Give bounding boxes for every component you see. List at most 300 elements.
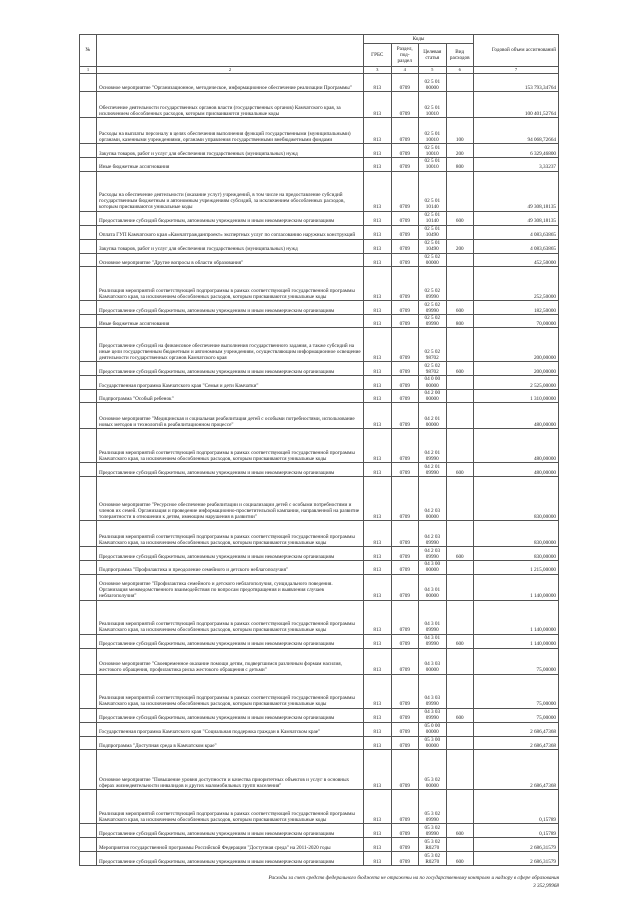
row-number-cell bbox=[80, 722, 97, 736]
table-row bbox=[80, 634, 559, 648]
row-number-cell bbox=[80, 547, 97, 561]
row-article-cell: 02 5 01 10010 bbox=[419, 92, 447, 118]
row-name-cell: Основное мероприятие "Ресурсное обеспечение реабилитации и социализации детей с особыми потребностями и членов их семей. Организация и проведение информационно-просветительской кампании, направленной на развитие толерантности в отношении к детям, имеющим нарушения в развитии" bbox=[97, 477, 364, 521]
row-section-cell: 0709 bbox=[391, 92, 419, 118]
row-section-cell: 0709 bbox=[391, 634, 419, 648]
row-section-cell: 0709 bbox=[391, 225, 419, 239]
row-type-cell bbox=[446, 477, 474, 521]
row-sum-cell: 3,33237 bbox=[474, 158, 559, 171]
row-article-cell: 02 5 01 10010 bbox=[419, 144, 447, 158]
row-section-cell: 0709 bbox=[391, 477, 419, 521]
row-grbs-cell: 813 bbox=[364, 144, 392, 158]
row-name-cell: Предоставление субсидий бюджетным, автономным учреждениям и иным некоммерческим организациям bbox=[97, 634, 364, 648]
table-row bbox=[80, 574, 559, 600]
row-article-cell: 02 5 02 09990 bbox=[419, 301, 447, 315]
row-number-cell bbox=[80, 648, 97, 674]
table-row bbox=[80, 118, 559, 144]
row-name-cell: Реализация мероприятий соответствующей подпрограммы в рамках соответствующей государственной программы Камчатского края, за исключением обособленных расходов, которым присваиваются уникальные коды bbox=[97, 600, 364, 634]
row-grbs-cell: 813 bbox=[364, 403, 392, 429]
row-name-cell: Предоставление субсидий на финансовое обеспечение выполнения государственного задания, а также субсидий на иные цели государственным бюджетным и автономным учреждениям, осуществляющим информационное освещение деятельности государственных органов Камчатского края bbox=[97, 328, 364, 362]
row-type-cell: 100 bbox=[446, 118, 474, 144]
row-section-cell: 0709 bbox=[391, 74, 419, 92]
row-name-cell: Предоставление субсидий бюджетным, автономным учреждениям и иным некоммерческим организациям bbox=[97, 211, 364, 225]
row-article-cell: 04 3 00 00000 bbox=[419, 561, 447, 574]
row-number-cell bbox=[80, 463, 97, 477]
table-row bbox=[80, 477, 559, 521]
row-name-cell: Реализация мероприятий соответствующей подпрограммы в рамках соответствующей государственной программы Камчатского края, за исключением обособленных расходов, которым присваиваются уникальные коды bbox=[97, 790, 364, 824]
row-sum-cell: 100 401,52764 bbox=[474, 92, 559, 118]
row-name-cell: Основное мероприятие "Организационное, методическое, информационное обеспечение реализации Программы" bbox=[97, 74, 364, 92]
row-name-cell: Предоставление субсидий бюджетным, автономным учреждениям и иным некоммерческим организациям bbox=[97, 463, 364, 477]
row-number-cell bbox=[80, 362, 97, 376]
row-sum-cell: 182,50000 bbox=[474, 301, 559, 315]
table-row bbox=[80, 376, 559, 389]
row-grbs-cell: 813 bbox=[364, 574, 392, 600]
row-section-cell: 0709 bbox=[391, 648, 419, 674]
row-name-cell: Основное мероприятие "Медицинская и социальная реабилитация детей с особыми потребностями, использование новых методов и технологий в реабилитационном процессе" bbox=[97, 403, 364, 429]
table-row bbox=[80, 239, 559, 253]
row-grbs-cell: 813 bbox=[364, 362, 392, 376]
table-row bbox=[80, 750, 559, 790]
row-number-cell bbox=[80, 429, 97, 463]
row-sum-cell: 49 308,18135 bbox=[474, 211, 559, 225]
table-row bbox=[80, 301, 559, 315]
row-grbs-cell: 813 bbox=[364, 118, 392, 144]
row-article-cell: 05 3 02 R0270 bbox=[419, 852, 447, 866]
row-number-cell bbox=[80, 600, 97, 634]
row-grbs-cell: 813 bbox=[364, 561, 392, 574]
row-article-cell: 02 5 01 10140 bbox=[419, 211, 447, 225]
row-sum-cell: 153 793,34764 bbox=[474, 74, 559, 92]
row-name-cell: Предоставление субсидий бюджетным, автономным учреждениям и иным некоммерческим организациям bbox=[97, 708, 364, 722]
row-sum-cell: 830,00000 bbox=[474, 547, 559, 561]
row-article-cell: 04 2 01 09990 bbox=[419, 429, 447, 463]
row-sum-cell: 70,00000 bbox=[474, 315, 559, 328]
table-row bbox=[80, 211, 559, 225]
row-type-cell bbox=[446, 600, 474, 634]
footnote-total: 3 352,99968 bbox=[533, 883, 559, 889]
row-type-cell: 800 bbox=[446, 315, 474, 328]
row-name-cell: Предоставление субсидий бюджетным, автономным учреждениям и иным некоммерческим организациям bbox=[97, 547, 364, 561]
row-grbs-cell: 813 bbox=[364, 547, 392, 561]
row-section-cell: 0709 bbox=[391, 824, 419, 838]
row-grbs-cell: 813 bbox=[364, 315, 392, 328]
row-name-cell: Реализация мероприятий соответствующей подпрограммы в рамках соответствующей государственной программы Камчатского края, за исключением обособленных расходов, которым присваиваются уникальные коды bbox=[97, 521, 364, 547]
row-article-cell: 05 3 02 09990 bbox=[419, 824, 447, 838]
row-sum-cell: 1 140,00000 bbox=[474, 600, 559, 634]
row-name-cell: Подпрограмма "Профилактика и преодоление семейного и детского неблагополучия" bbox=[97, 561, 364, 574]
row-name-cell: Основное мероприятие "Своевременное оказание помощи детям, подвергшимся различным формам насилия, жестокого обращения, профилактика риска жестокого обращения с детьми" bbox=[97, 648, 364, 674]
row-type-cell bbox=[446, 790, 474, 824]
row-grbs-cell: 813 bbox=[364, 376, 392, 389]
row-name-cell: Иные бюджетные ассигнования bbox=[97, 158, 364, 171]
row-number-cell bbox=[80, 158, 97, 171]
table-row bbox=[80, 267, 559, 301]
row-number-cell bbox=[80, 74, 97, 92]
row-grbs-cell: 813 bbox=[364, 648, 392, 674]
row-article-cell: 05 3 02 09990 bbox=[419, 790, 447, 824]
col-index: 2 bbox=[97, 67, 364, 74]
row-type-cell bbox=[446, 561, 474, 574]
row-sum-cell: 6 329,46800 bbox=[474, 144, 559, 158]
row-article-cell: 02 5 01 00000 bbox=[419, 74, 447, 92]
row-name-cell: Основное мероприятие "Повышение уровня доступности и качества приоритетных объектов и услуг в основных сферах жизнедеятельности инвалидов и других маломобильных групп населения" bbox=[97, 750, 364, 790]
row-section-cell: 0709 bbox=[391, 301, 419, 315]
row-sum-cell: 1 215,00000 bbox=[474, 561, 559, 574]
row-sum-cell: 0,15789 bbox=[474, 790, 559, 824]
row-name-cell: Закупка товаров, работ и услуг для обеспечения государственных (муниципальных) нужд bbox=[97, 144, 364, 158]
row-article-cell: 04 3 03 09990 bbox=[419, 674, 447, 708]
row-sum-cell: 2 686,31579 bbox=[474, 852, 559, 866]
row-grbs-cell: 813 bbox=[364, 674, 392, 708]
row-sum-cell: 200,00000 bbox=[474, 328, 559, 362]
row-type-cell bbox=[446, 171, 474, 211]
row-grbs-cell: 813 bbox=[364, 463, 392, 477]
row-name-cell: Предоставление субсидий бюджетным, автономным учреждениям и иным некоммерческим организациям bbox=[97, 301, 364, 315]
row-name-cell: Мероприятия государственной программы Российской Федерации "Доступная среда" на 2011-2020 годы bbox=[97, 838, 364, 852]
row-article-cell: 02 5 02 98702 bbox=[419, 362, 447, 376]
row-type-cell: 600 bbox=[446, 301, 474, 315]
row-article-cell: 05 3 02 R0270 bbox=[419, 838, 447, 852]
row-name-cell: Подпрограмма "Особый ребенок" bbox=[97, 389, 364, 402]
row-type-cell: 600 bbox=[446, 852, 474, 866]
table-row bbox=[80, 838, 559, 852]
row-type-cell bbox=[446, 674, 474, 708]
row-name-cell: Реализация мероприятий соответствующей подпрограммы в рамках соответствующей государственной программы Камчатского края, за исключением обособленных расходов, которым присваиваются уникальные коды bbox=[97, 267, 364, 301]
row-grbs-cell: 813 bbox=[364, 267, 392, 301]
row-grbs-cell: 813 bbox=[364, 824, 392, 838]
row-number-cell bbox=[80, 852, 97, 866]
row-grbs-cell: 813 bbox=[364, 429, 392, 463]
row-article-cell: 02 5 02 09990 bbox=[419, 315, 447, 328]
row-type-cell: 600 bbox=[446, 547, 474, 561]
row-article-cell: 04 2 01 00000 bbox=[419, 403, 447, 429]
row-section-cell: 0709 bbox=[391, 211, 419, 225]
row-grbs-cell: 813 bbox=[364, 328, 392, 362]
row-sum-cell: 94 068,72664 bbox=[474, 118, 559, 144]
row-type-cell bbox=[446, 648, 474, 674]
row-number-cell bbox=[80, 750, 97, 790]
table-row bbox=[80, 722, 559, 736]
row-type-cell: 200 bbox=[446, 239, 474, 253]
row-number-cell bbox=[80, 389, 97, 402]
row-section-cell: 0709 bbox=[391, 750, 419, 790]
table-row bbox=[80, 225, 559, 239]
row-grbs-cell: 813 bbox=[364, 211, 392, 225]
row-grbs-cell: 813 bbox=[364, 838, 392, 852]
row-section-cell: 0709 bbox=[391, 253, 419, 266]
row-sum-cell: 1 140,00000 bbox=[474, 634, 559, 648]
row-type-cell: 800 bbox=[446, 158, 474, 171]
row-number-cell bbox=[80, 301, 97, 315]
row-type-cell: 600 bbox=[446, 824, 474, 838]
row-sum-cell: 49 308,18135 bbox=[474, 171, 559, 211]
row-name-cell: Закупка товаров, работ и услуг для обеспечения государственных (муниципальных) нужд bbox=[97, 239, 364, 253]
table-row bbox=[80, 708, 559, 722]
row-sum-cell: 0,15789 bbox=[474, 824, 559, 838]
row-sum-cell: 75,00000 bbox=[474, 648, 559, 674]
row-section-cell: 0709 bbox=[391, 561, 419, 574]
row-type-cell bbox=[446, 521, 474, 547]
row-grbs-cell: 813 bbox=[364, 600, 392, 634]
row-number-cell bbox=[80, 328, 97, 362]
row-section-cell: 0709 bbox=[391, 790, 419, 824]
row-article-cell: 02 5 01 10010 bbox=[419, 158, 447, 171]
row-grbs-cell: 813 bbox=[364, 253, 392, 266]
col-index: 1 bbox=[80, 67, 97, 74]
row-sum-cell: 480,00000 bbox=[474, 463, 559, 477]
row-name-cell: Расходы на обеспечение деятельности (оказание услуг) учреждений, в том числе на предоставление субсидий государственным бюджетным и автономным учреждениям субсидий, за исключением обособленных расходов, которым присваиваются уникальные коды bbox=[97, 171, 364, 211]
row-article-cell: 04 2 03 00000 bbox=[419, 477, 447, 521]
row-name-cell: Предоставление субсидий бюджетным, автономным учреждениям и иным некоммерческим организациям bbox=[97, 852, 364, 866]
row-type-cell bbox=[446, 267, 474, 301]
row-number-cell bbox=[80, 267, 97, 301]
row-number-cell bbox=[80, 376, 97, 389]
row-grbs-cell: 813 bbox=[364, 852, 392, 866]
row-name-cell: Реализация мероприятий соответствующей подпрограммы в рамках соответствующей государственной программы Камчатского края, за исключением обособленных расходов, которым присваиваются уникальные коды bbox=[97, 429, 364, 463]
row-section-cell: 0709 bbox=[391, 463, 419, 477]
row-grbs-cell: 813 bbox=[364, 790, 392, 824]
col-index: 3 bbox=[364, 67, 392, 74]
table-row bbox=[80, 403, 559, 429]
row-type-cell bbox=[446, 736, 474, 749]
row-section-cell: 0709 bbox=[391, 838, 419, 852]
row-grbs-cell: 813 bbox=[364, 736, 392, 749]
row-section-cell: 0709 bbox=[391, 315, 419, 328]
row-number-cell bbox=[80, 824, 97, 838]
row-sum-cell: 480,00000 bbox=[474, 403, 559, 429]
grbs-header: ГРБС bbox=[364, 44, 392, 67]
table-body bbox=[80, 74, 559, 866]
row-type-cell: 600 bbox=[446, 634, 474, 648]
row-article-cell: 05 3 02 00000 bbox=[419, 750, 447, 790]
sum-header: Годовой объем ассигнований bbox=[474, 35, 559, 67]
row-type-cell bbox=[446, 429, 474, 463]
table-row bbox=[80, 429, 559, 463]
table-row bbox=[80, 389, 559, 402]
col-index: 5 bbox=[419, 67, 447, 74]
row-section-cell: 0709 bbox=[391, 389, 419, 402]
row-section-cell: 0709 bbox=[391, 328, 419, 362]
row-number-cell bbox=[80, 315, 97, 328]
row-article-cell: 04 3 01 09990 bbox=[419, 634, 447, 648]
article-header: Целевая статья bbox=[419, 44, 447, 67]
row-sum-cell: 4 083,63865 bbox=[474, 239, 559, 253]
row-number-cell bbox=[80, 118, 97, 144]
row-article-cell: 04 3 01 09990 bbox=[419, 600, 447, 634]
row-grbs-cell: 813 bbox=[364, 92, 392, 118]
row-grbs-cell: 813 bbox=[364, 477, 392, 521]
row-article-cell: 02 5 01 10010 bbox=[419, 118, 447, 144]
row-grbs-cell: 813 bbox=[364, 74, 392, 92]
row-sum-cell: 2 686,47368 bbox=[474, 736, 559, 749]
row-type-cell bbox=[446, 403, 474, 429]
row-section-cell: 0709 bbox=[391, 171, 419, 211]
section-header: Раздел, под-раздел bbox=[391, 44, 419, 67]
row-grbs-cell: 813 bbox=[364, 301, 392, 315]
table-row bbox=[80, 674, 559, 708]
row-article-cell: 04 2 01 09990 bbox=[419, 463, 447, 477]
row-name-cell: Государственная программа Камчатского края "Социальная поддержка граждан в Камчатском крае" bbox=[97, 722, 364, 736]
row-grbs-cell: 813 bbox=[364, 225, 392, 239]
row-sum-cell: 830,00000 bbox=[474, 477, 559, 521]
row-grbs-cell: 813 bbox=[364, 708, 392, 722]
row-type-cell bbox=[446, 253, 474, 266]
row-type-cell: 600 bbox=[446, 463, 474, 477]
footnote-text: Расходы за счет средств федерального бюджета не отражены на по государственному контролю и надзору в сфере образования bbox=[268, 875, 559, 881]
row-section-cell: 0709 bbox=[391, 144, 419, 158]
row-sum-cell: 2 686,47368 bbox=[474, 722, 559, 736]
row-type-cell bbox=[446, 722, 474, 736]
row-grbs-cell: 813 bbox=[364, 158, 392, 171]
row-article-cell: 04 3 03 09990 bbox=[419, 708, 447, 722]
row-number-cell bbox=[80, 171, 97, 211]
row-article-cell: 05 0 00 00000 bbox=[419, 722, 447, 736]
row-sum-cell: 252,50000 bbox=[474, 267, 559, 301]
row-section-cell: 0709 bbox=[391, 722, 419, 736]
table-row bbox=[80, 824, 559, 838]
table-row bbox=[80, 547, 559, 561]
row-grbs-cell: 813 bbox=[364, 239, 392, 253]
row-grbs-cell: 813 bbox=[364, 171, 392, 211]
table-row bbox=[80, 736, 559, 749]
row-sum-cell: 2 686,31579 bbox=[474, 838, 559, 852]
table-row bbox=[80, 463, 559, 477]
row-section-cell: 0709 bbox=[391, 521, 419, 547]
row-number-cell bbox=[80, 838, 97, 852]
row-section-cell: 0709 bbox=[391, 547, 419, 561]
row-sum-cell: 4 083,63865 bbox=[474, 225, 559, 239]
col-index: 7 bbox=[474, 67, 559, 74]
row-sum-cell: 480,00000 bbox=[474, 429, 559, 463]
row-number-cell bbox=[80, 790, 97, 824]
row-sum-cell: 2 525,00000 bbox=[474, 376, 559, 389]
codes-header: Коды bbox=[364, 35, 474, 44]
row-number-cell bbox=[80, 674, 97, 708]
row-section-cell: 0709 bbox=[391, 158, 419, 171]
row-grbs-cell: 813 bbox=[364, 722, 392, 736]
row-name-cell: Подпрограмма "Доступная среда в Камчатском крае" bbox=[97, 736, 364, 749]
row-sum-cell: 75,00000 bbox=[474, 674, 559, 708]
row-number-cell bbox=[80, 144, 97, 158]
row-number-cell bbox=[80, 211, 97, 225]
row-section-cell: 0709 bbox=[391, 239, 419, 253]
row-article-cell: 04 3 01 00000 bbox=[419, 574, 447, 600]
row-name-cell: Предоставление субсидий бюджетным, автономным учреждениям и иным некоммерческим организациям bbox=[97, 824, 364, 838]
row-section-cell: 0709 bbox=[391, 118, 419, 144]
row-article-cell: 02 5 01 10140 bbox=[419, 171, 447, 211]
row-grbs-cell: 813 bbox=[364, 750, 392, 790]
row-article-cell: 04 2 03 09990 bbox=[419, 547, 447, 561]
row-type-cell: 200 bbox=[446, 144, 474, 158]
row-number-cell bbox=[80, 736, 97, 749]
table-row bbox=[80, 648, 559, 674]
row-name-cell: Предоставление субсидий бюджетным, автономным учреждениям и иным некоммерческим организациям bbox=[97, 362, 364, 376]
row-section-cell: 0709 bbox=[391, 708, 419, 722]
row-type-cell: 600 bbox=[446, 211, 474, 225]
col-index: 4 bbox=[391, 67, 419, 74]
row-grbs-cell: 813 bbox=[364, 521, 392, 547]
row-number-cell bbox=[80, 708, 97, 722]
row-section-cell: 0709 bbox=[391, 852, 419, 866]
table-row bbox=[80, 92, 559, 118]
row-number-cell bbox=[80, 403, 97, 429]
table-row bbox=[80, 328, 559, 362]
row-type-cell bbox=[446, 389, 474, 402]
row-type-cell bbox=[446, 328, 474, 362]
row-type-cell: 600 bbox=[446, 708, 474, 722]
table-row bbox=[80, 74, 559, 92]
table-row bbox=[80, 790, 559, 824]
row-number-cell bbox=[80, 225, 97, 239]
row-number-cell bbox=[80, 239, 97, 253]
row-article-cell: 02 5 02 98702 bbox=[419, 328, 447, 362]
row-sum-cell: 2 686,47368 bbox=[474, 750, 559, 790]
row-type-cell bbox=[446, 838, 474, 852]
row-number-cell bbox=[80, 253, 97, 266]
row-number-cell bbox=[80, 92, 97, 118]
row-sum-cell: 1 140,00000 bbox=[474, 574, 559, 600]
row-article-cell: 02 5 01 10490 bbox=[419, 225, 447, 239]
row-article-cell: 04 2 00 00000 bbox=[419, 389, 447, 402]
row-type-cell bbox=[446, 574, 474, 600]
row-article-cell: 04 0 00 00000 bbox=[419, 376, 447, 389]
row-name-cell: Обеспечение деятельности государственных органов власти (государственных органов) Камчатского края, за исключением обособленных расходов, которым присваиваются уникальные коды bbox=[97, 92, 364, 118]
table-row bbox=[80, 253, 559, 266]
row-name-cell: Иные бюджетные ассигнования bbox=[97, 315, 364, 328]
name-header bbox=[97, 35, 364, 67]
row-number-cell bbox=[80, 574, 97, 600]
table-row bbox=[80, 171, 559, 211]
row-sum-cell: 200,00000 bbox=[474, 362, 559, 376]
budget-table-sheet bbox=[79, 34, 559, 866]
row-section-cell: 0709 bbox=[391, 403, 419, 429]
row-sum-cell: 1 310,00000 bbox=[474, 389, 559, 402]
row-grbs-cell: 813 bbox=[364, 634, 392, 648]
row-number-cell bbox=[80, 634, 97, 648]
row-name-cell: Реализация мероприятий соответствующей подпрограммы в рамках соответствующей государственной программы Камчатского края, за исключением обособленных расходов, которым присваиваются уникальные коды bbox=[97, 674, 364, 708]
row-section-cell: 0709 bbox=[391, 600, 419, 634]
row-article-cell: 04 3 03 00000 bbox=[419, 648, 447, 674]
row-article-cell: 02 5 01 10490 bbox=[419, 239, 447, 253]
row-article-cell: 04 2 03 09990 bbox=[419, 521, 447, 547]
row-type-cell: 600 bbox=[446, 362, 474, 376]
row-sum-cell: 75,00000 bbox=[474, 708, 559, 722]
row-number-cell bbox=[80, 561, 97, 574]
budget-allocation-table bbox=[79, 34, 559, 866]
row-sum-cell: 452,50000 bbox=[474, 253, 559, 266]
row-grbs-cell: 813 bbox=[364, 389, 392, 402]
row-name-cell: Оплата ГУП Камчатского края «Камчатгражданпроект» экспертных услуг по согласованию наружных конструкций bbox=[97, 225, 364, 239]
table-row bbox=[80, 362, 559, 376]
row-section-cell: 0709 bbox=[391, 376, 419, 389]
row-section-cell: 0709 bbox=[391, 674, 419, 708]
footnote bbox=[79, 875, 559, 889]
row-type-cell bbox=[446, 376, 474, 389]
table-row bbox=[80, 315, 559, 328]
row-number-cell bbox=[80, 521, 97, 547]
row-type-cell bbox=[446, 225, 474, 239]
col-index: 6 bbox=[446, 67, 474, 74]
row-type-cell bbox=[446, 92, 474, 118]
row-name-cell: Расходы на выплаты персоналу в целях обеспечения выполнения функций государственными (муниципальными) органами, казенными учреждениями, органами управления государственными внебюджетными фондами bbox=[97, 118, 364, 144]
table-row bbox=[80, 158, 559, 171]
row-sum-cell: 830,00000 bbox=[474, 521, 559, 547]
row-section-cell: 0709 bbox=[391, 736, 419, 749]
type-header: Вид расходов bbox=[446, 44, 474, 67]
table-row bbox=[80, 521, 559, 547]
table-row bbox=[80, 852, 559, 866]
